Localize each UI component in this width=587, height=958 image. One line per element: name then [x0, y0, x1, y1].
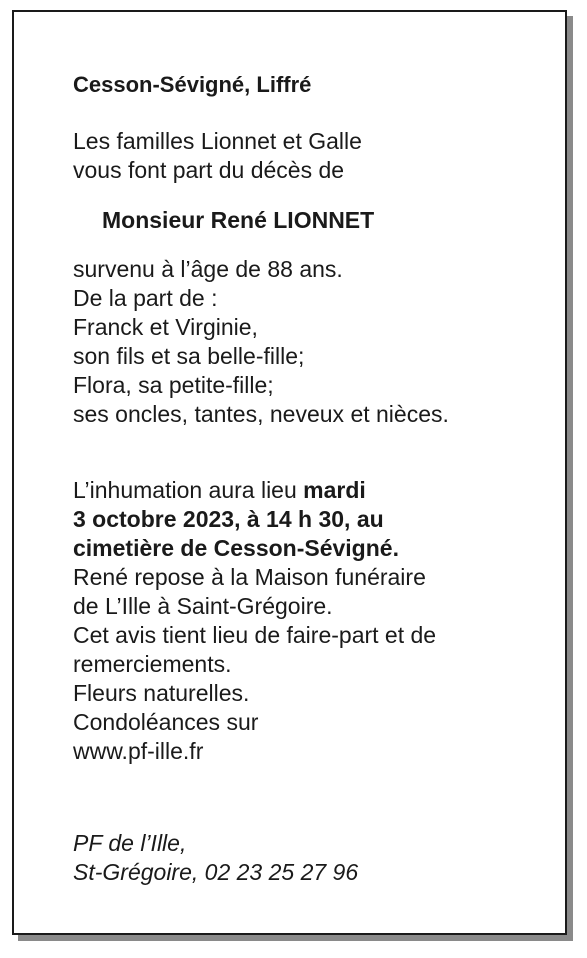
- detail-line: remerciements.: [73, 651, 232, 677]
- detail-line: Fleurs naturelles.: [73, 680, 250, 706]
- detail-line: Condoléances sur: [73, 709, 259, 735]
- notice-intro: [73, 127, 362, 185]
- body-line: De la part de :: [73, 285, 218, 311]
- burial-prefix: L’inhumation aura lieu: [73, 477, 304, 503]
- body-line: Flora, sa petite-fille;: [73, 372, 274, 398]
- detail-line: Cet avis tient lieu de faire-part et de: [73, 622, 437, 648]
- burial-info: [73, 476, 436, 766]
- notice-location-heading: Cesson-Sévigné, Liffré: [73, 72, 312, 97]
- burial-day: mardi: [303, 477, 366, 503]
- intro-line: vous font part du décès de: [73, 157, 345, 183]
- detail-line: René repose à la Maison funéraire: [73, 564, 426, 590]
- burial-date-time: 3 octobre 2023, à 14 h 30, au: [73, 506, 384, 532]
- signature-line: PF de l’Ille,: [73, 830, 187, 856]
- body-line: son fils et sa belle-fille;: [73, 343, 305, 369]
- funeral-home-signature: [73, 829, 358, 887]
- notice-body: [73, 255, 449, 429]
- signature-line: St-Grégoire, 02 23 25 27 96: [73, 859, 359, 885]
- intro-line: Les familles Lionnet et Galle: [73, 128, 362, 154]
- detail-line: de L’Ille à Saint-Grégoire.: [73, 593, 333, 619]
- deceased-name: Monsieur René LIONNET: [102, 207, 375, 233]
- burial-line: [73, 476, 436, 505]
- website-link[interactable]: www.pf-ille.fr: [73, 738, 204, 764]
- burial-place: cimetière de Cesson-Sévigné.: [73, 535, 399, 561]
- obituary-notice: [12, 10, 567, 935]
- body-line: Franck et Virginie,: [73, 314, 258, 340]
- body-line: ses oncles, tantes, neveux et nièces.: [73, 401, 449, 427]
- body-line: survenu à l’âge de 88 ans.: [73, 256, 343, 282]
